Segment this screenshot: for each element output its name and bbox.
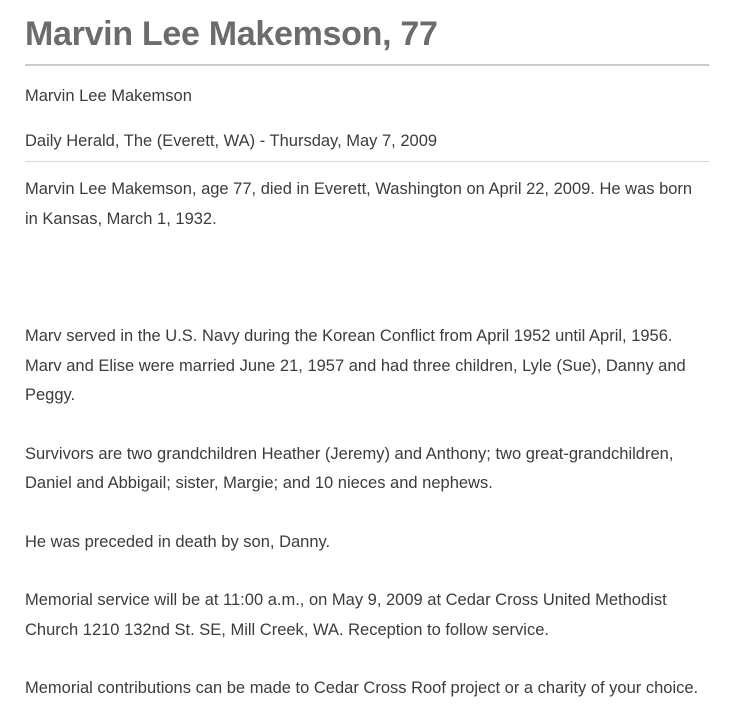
meta-divider [25, 161, 709, 162]
title-divider [25, 64, 709, 66]
paragraph-contributions: Memorial contributions can be made to Cedar Cross Roof project or a charity of your choice. [25, 679, 699, 697]
publication-source: Daily Herald, The (Everett, WA) - Thursday, May 7, 2009 [25, 132, 438, 150]
paragraph-memorial-service: Memorial service will be at 11:00 a.m., on May 9, 2009 at Cedar Cross United Methodist Church 1210 132nd St. SE, Mill Creek, WA. Reception to follow service. [25, 591, 667, 639]
paragraph-preceded: He was preceded in death by son, Danny. [25, 532, 331, 551]
obituary-body [25, 175, 709, 704]
deceased-name: Marvin Lee Makemson [25, 87, 192, 105]
obituary-article [25, 0, 709, 704]
page-title: Marvin Lee Makemson, 77 [25, 15, 438, 53]
paragraph-death-birth: Marvin Lee Makemson, age 77, died in Everett, Washington on April 22, 2009. He was born in Kansas, March 1, 1932. [25, 180, 693, 228]
paragraph-survivors: Survivors are two grandchildren Heather (Jeremy) and Anthony; two great-grandchildren, Daniel and Abbigail; sister, Margie; and 10 nieces and nephews. [25, 444, 674, 492]
paragraph-service-family: Marv served in the U.S. Navy during the Korean Conflict from April 1952 until April, 1956. Marv and Elise were married June 21, 1957 and had three children, Lyle (Sue), Danny and Peggy. [25, 327, 686, 404]
